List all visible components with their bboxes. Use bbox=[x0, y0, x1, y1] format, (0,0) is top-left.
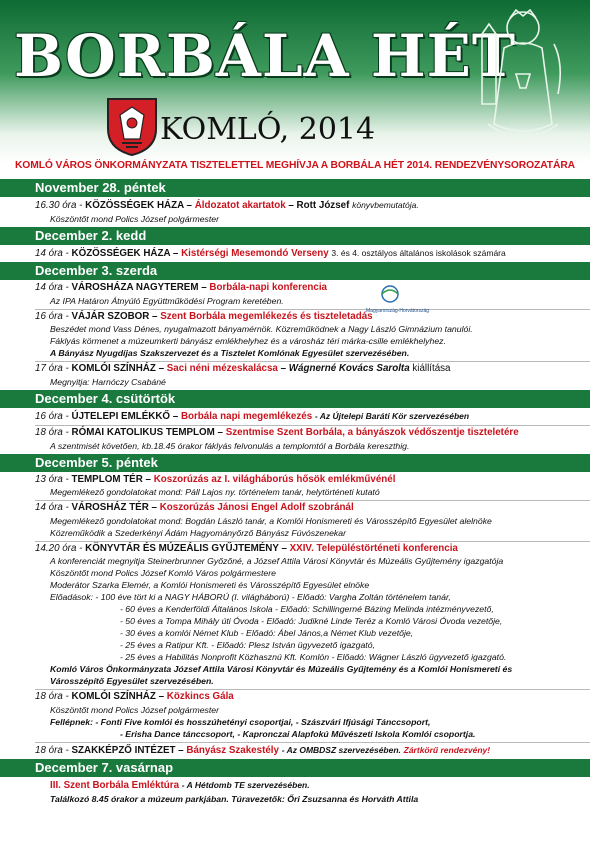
poster-subtitle: KOMLÓ, 2014 bbox=[160, 112, 376, 147]
event-venue: KÖNYVTÁR ÉS MÚZEÁLIS GYŰJTEMÉNY – bbox=[85, 542, 287, 554]
event-detail-extra: könyvbemutatója. bbox=[352, 200, 419, 210]
event-item bbox=[0, 311, 590, 324]
ipa-logo-label: Magyarország-Horvátország bbox=[366, 308, 430, 314]
lecture-item: - 30 éves a komlói Német Klub - Előadó: Ábel János,a Német Klub vezetője, bbox=[120, 628, 414, 638]
event-title: Bányász Szakestély bbox=[186, 744, 279, 756]
event-venue: KÖZÖSSÉGEK HÁZA – bbox=[85, 200, 192, 211]
divider bbox=[35, 425, 590, 426]
event-time: 14 óra - bbox=[35, 247, 69, 259]
event-item bbox=[0, 247, 590, 261]
event-venue: KÖZÖSSÉGEK HÁZA – bbox=[71, 247, 179, 259]
poster-header bbox=[0, 0, 590, 163]
ipa-logo bbox=[360, 282, 450, 318]
event-note: Fellépnek: - Fonti Five komlói és hosszúhetényi csoportjai, - Szászvári Ifjúsági Tánccsoport, bbox=[50, 716, 431, 727]
event-note: Köszöntőt mond Polics József polgármester bbox=[50, 213, 220, 224]
event-time: 13 óra - bbox=[35, 473, 69, 485]
event-title: Borbála-napi konferencia bbox=[209, 282, 327, 293]
event-title: III. Szent Borbála Emléktúra bbox=[50, 780, 180, 791]
event-title: Szent Borbála megemlékezés és tiszteletadás bbox=[160, 310, 373, 322]
event-note: - Erisha Dance tánccsoport, - Kapronczai Alapfokú Művészeti Iskola Komlói csoportja. bbox=[120, 728, 476, 739]
coat-of-arms-icon bbox=[104, 95, 160, 157]
event-detail: – Wágnerné Kovács Sarolta bbox=[280, 363, 410, 374]
event-detail: – Rott József bbox=[288, 200, 350, 211]
event-item bbox=[0, 502, 590, 515]
event-note: Komló Város Önkormányzata József Attila Városi Könyvtár és Múzeális Gyűjtemény és a Komlói Honismereti és bbox=[50, 664, 513, 674]
event-note: Közreműködik a Szederkényi Ádám Hagyományőrző Bányász Fúvószenekar bbox=[50, 527, 346, 538]
event-venue: SZAKKÉPZŐ INTÉZET – bbox=[71, 744, 184, 756]
event-note: A konferenciát megnyitja Steinerbrunner Győzőné, a József Attila Városi Könyvtár és Múzeális Gyűjtemény igazgatója bbox=[50, 556, 504, 566]
event-time: 17 óra - bbox=[35, 363, 69, 374]
divider bbox=[35, 742, 590, 743]
event-venue: VÁROSHÁZA NAGYTEREM – bbox=[71, 282, 207, 293]
event-time: 14.20 óra - bbox=[35, 542, 83, 554]
event-title: Borbála napi megemlékezés bbox=[180, 410, 313, 422]
poster-title: BORBÁLA HÉT bbox=[14, 22, 516, 90]
lecture-item: - 25 éves a Habilitás Nonprofit Közhasznú Kft. Komlón - Előadó: Wágner László ügyvezető igazgató. bbox=[120, 652, 507, 662]
day-header: December 7. vasárnap bbox=[0, 759, 590, 777]
saint-barbara-icon bbox=[468, 4, 578, 154]
event-item bbox=[0, 199, 590, 213]
event-detail-extra: Zártkörű rendezvény! bbox=[403, 744, 491, 755]
event-item bbox=[0, 282, 590, 295]
event-title: Saci néni mézeskalácsa bbox=[166, 363, 278, 374]
event-title: Koszorúzás az I. világháborús hősök emlékművénél bbox=[153, 473, 396, 485]
event-item bbox=[0, 410, 590, 424]
day-header: November 28. péntek bbox=[0, 179, 590, 197]
event-note: A szentmisét követően, kb.18.45 órakor fáklyás felvonulás a templomtól a Borbála kereszthig. bbox=[50, 440, 410, 451]
event-title: Áldozatot akartatok bbox=[194, 200, 286, 211]
event-venue: TEMPLOM TÉR – bbox=[71, 473, 151, 485]
event-time: 16 óra - bbox=[35, 410, 69, 422]
event-title: Közkincs Gála bbox=[166, 691, 234, 702]
event-item bbox=[0, 474, 590, 487]
lecture-item: - 25 éves a Ratipur Kft. - Előadó: Plesz István ügyvezető igazgató, bbox=[120, 640, 375, 650]
day-header: December 4. csütörtök bbox=[0, 390, 590, 408]
event-item bbox=[0, 779, 590, 793]
event-note: A Bányász Nyugdíjas Szakszervezet és a Tisztelet Komlónak Egyesület szervezésében. bbox=[50, 348, 410, 358]
day-header: December 5. péntek bbox=[0, 454, 590, 472]
divider bbox=[35, 361, 590, 362]
event-time: 18 óra - bbox=[35, 744, 69, 756]
event-time: 16.30 óra - bbox=[35, 200, 83, 211]
event-item bbox=[0, 744, 590, 758]
event-note: Találkozó 8.45 órakor a múzeum parkjában. Túravezetők: Őri Zsuzsanna és Horváth Attila bbox=[50, 793, 419, 804]
event-title: Szentmise Szent Borbála, a bányászok védőszentje tiszteletére bbox=[225, 427, 519, 438]
event-note: Moderátor Szarka Elemér, a Komlói Honismereti és Városszépítő Egyesület elnöke bbox=[50, 580, 370, 590]
event-item bbox=[0, 363, 590, 376]
invitation-line: KOMLÓ VÁROS ÖNKORMÁNYZATA TISZTELETTEL MEGHÍVJA A BORBÁLA HÉT 2014. RENDEZVÉNYSOROZATÁRA bbox=[14, 160, 576, 171]
day-header: December 3. szerda bbox=[0, 262, 590, 280]
event-time: 14 óra - bbox=[35, 282, 69, 293]
event-detail-extra: kiállítása bbox=[412, 363, 451, 374]
event-note: Az IPA Határon Átnyúló Együttműködési Program keretében. bbox=[50, 295, 284, 306]
event-detail: - A Hétdomb TE szervezésében. bbox=[181, 780, 310, 790]
event-note: Köszöntőt mond Polics József polgármester bbox=[50, 704, 220, 715]
event-note: Fáklyás körmenet a múzeumkerti bányász emlékhelyhez és a városház téri márka-csille emlékhelyhez. bbox=[50, 336, 446, 346]
event-time: 18 óra - bbox=[35, 691, 69, 702]
event-time: 14 óra - bbox=[35, 502, 69, 513]
divider bbox=[35, 689, 590, 690]
event-note: Beszédet mond Vass Dénes, nyugalmazott bányamérnök. Közreműködnek a Nagy László Gimnázium tanulói. bbox=[50, 324, 473, 334]
event-detail: - Az OMBDSZ szervezésében. bbox=[281, 744, 401, 755]
event-venue: ÚJTELEPI EMLÉKKŐ – bbox=[71, 410, 179, 422]
event-item bbox=[0, 691, 590, 704]
event-venue: RÓMAI KATOLIKUS TEMPLOM – bbox=[71, 427, 223, 438]
divider bbox=[35, 541, 590, 542]
lecture-item: - 60 éves a Kenderföldi Általános Iskola - Előadó: Schillingerné Bázing Melinda intézményvezető, bbox=[120, 604, 494, 614]
event-item bbox=[0, 543, 590, 556]
event-note: Köszöntőt mond Polics József Komló Város polgármestere bbox=[50, 568, 276, 578]
event-item bbox=[0, 427, 590, 440]
event-venue: VÁROSHÁZ TÉR – bbox=[71, 502, 157, 513]
event-venue: KOMLÓI SZÍNHÁZ – bbox=[71, 363, 165, 374]
event-title: XXIV. Településtörténeti konferencia bbox=[289, 542, 458, 554]
event-title: Kistérségi Mesemondó Verseny bbox=[181, 247, 329, 259]
divider bbox=[35, 309, 590, 310]
event-note: Megemlékező gondolatokat mond: Páll Lajos ny. történelem tanár, helytörténeti kutató bbox=[50, 487, 380, 497]
event-venue: KOMLÓI SZÍNHÁZ – bbox=[71, 691, 165, 702]
divider bbox=[35, 500, 590, 501]
event-note: Városszépítő Egyesület szervezésében. bbox=[50, 676, 214, 686]
program-list bbox=[0, 177, 590, 805]
event-title: Koszorúzás Jánosi Engel Adolf szobránál bbox=[159, 502, 354, 513]
event-note: Előadások: - 100 éve tört ki a NAGY HÁBORÚ (I. világháború) - Előadó: Vargha Zoltán történelem tanár, bbox=[50, 592, 451, 602]
event-time: 16 óra - bbox=[35, 310, 69, 322]
day-header: December 2. kedd bbox=[0, 227, 590, 245]
event-detail: - Az Újtelepi Baráti Kör szervezésében bbox=[314, 410, 470, 421]
lecture-item: - 50 éves a Tompa Mihály úti Óvoda - Előadó: Judikné Linde Teréz a Komló Városi Óvoda vezetője, bbox=[120, 616, 503, 626]
event-note: Megnyitja: Harnóczy Csabáné bbox=[50, 376, 166, 387]
event-detail: 3. és 4. osztályos általános iskolások számára bbox=[331, 247, 506, 258]
event-venue: VÁJÁR SZOBOR – bbox=[71, 310, 158, 322]
event-time: 18 óra - bbox=[35, 427, 69, 438]
event-note: Megemlékező gondolatokat mond: Bogdán László tanár, a Komlói Honismereti és Városszépítő Egyesület alelnöke bbox=[50, 515, 492, 526]
